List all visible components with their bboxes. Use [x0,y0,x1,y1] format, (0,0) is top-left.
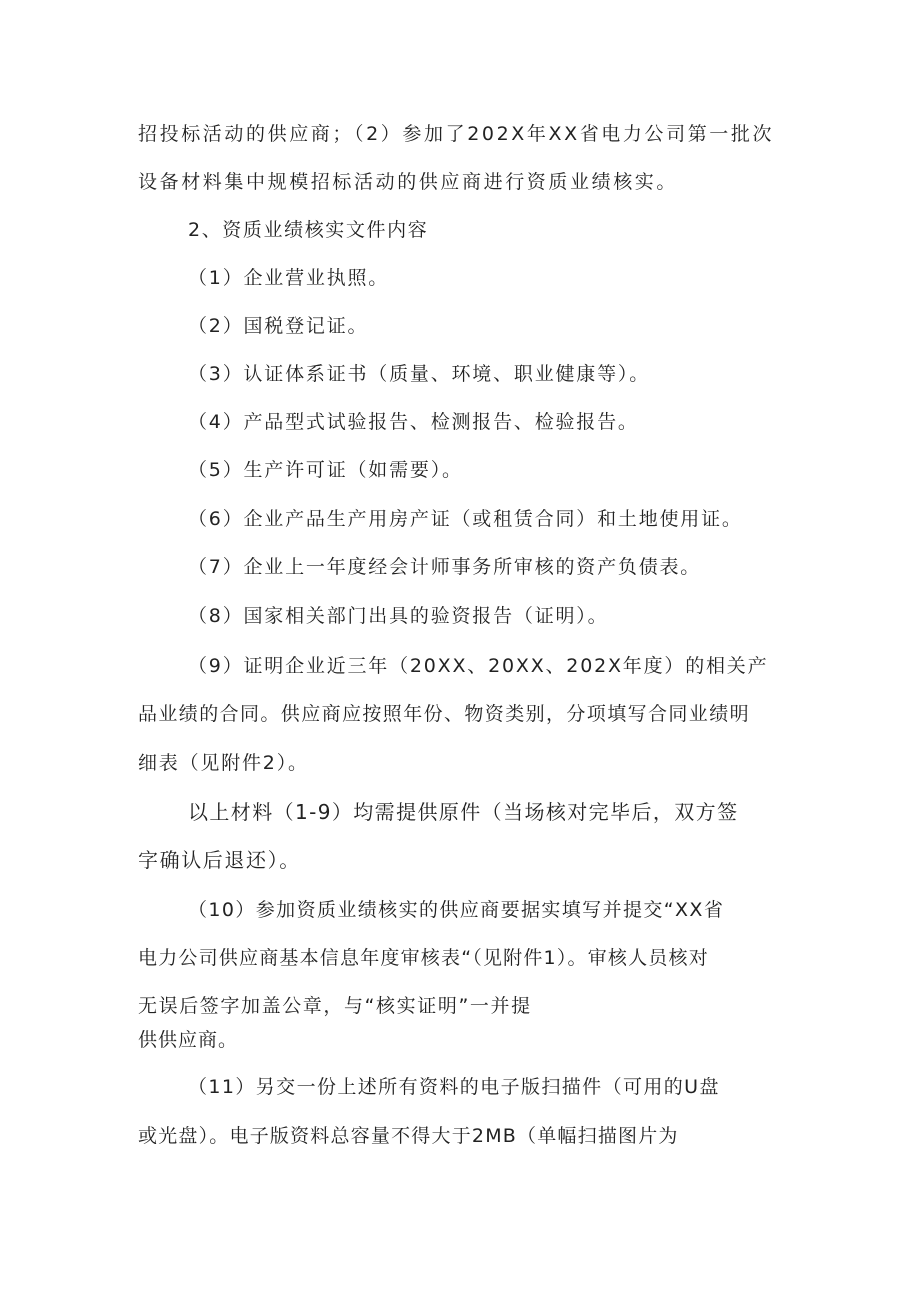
list-item: （4）产品型式试验报告、检测报告、检验报告。 [188,411,639,433]
list-item: （2）国税登记证。 [188,315,369,337]
list-item: （6）企业产品生产用房产证（或租赁合同）和土地使用证。 [188,508,743,530]
paragraph-line: 供供应商。 [138,1029,239,1051]
paragraph-line: 电力公司供应商基本信息年度审核表“（见附件1）。审核人员核对 [138,947,709,969]
paragraph-line: 字确认后退还）。 [138,848,301,872]
list-item: （10）参加资质业绩核实的供应商要据实填写并提交“XX省 [188,899,725,921]
list-item: （5）生产许可证（如需要）。 [188,459,463,481]
section-heading: 2、资质业绩核实文件内容 [188,219,429,241]
paragraph-line: 无误后签字加盖公章，与“核实证明”一并提 [138,995,532,1017]
list-item: （1）企业营业执照。 [188,267,390,289]
paragraph-line: 以上材料（1-9）均需提供原件（当场核对完毕后，双方签 [188,800,739,824]
list-item: （3）认证体系证书（质量、环境、职业健康等）。 [188,363,650,385]
list-item: （7）企业上一年度经会计师事务所审核的资产负债表。 [188,556,702,578]
list-item: （9）证明企业近三年（20XX、20XX、202X年度）的相关产 [188,655,769,677]
list-item: （8）国家相关部门出具的验资报告（证明）。 [188,605,609,627]
paragraph-line: 细表（见附件2）。 [138,752,309,774]
paragraph-line: 或光盘）。电子版资料总容量不得大于2MB（单幅扫描图片为 [138,1125,679,1147]
paragraph-line: 设备材料集中规模招标活动的供应商进行资质业绩核实。 [138,171,679,193]
paragraph-line: 品业绩的合同。供应商应按照年份、物资类别，分项填写合同业绩明 [138,703,751,725]
list-item: （11）另交一份上述所有资料的电子版扫描件（可用的U盘 [188,1076,720,1098]
paragraph-line: 招投标活动的供应商；（2）参加了202X年XX省电力公司第一批次 [138,123,775,145]
